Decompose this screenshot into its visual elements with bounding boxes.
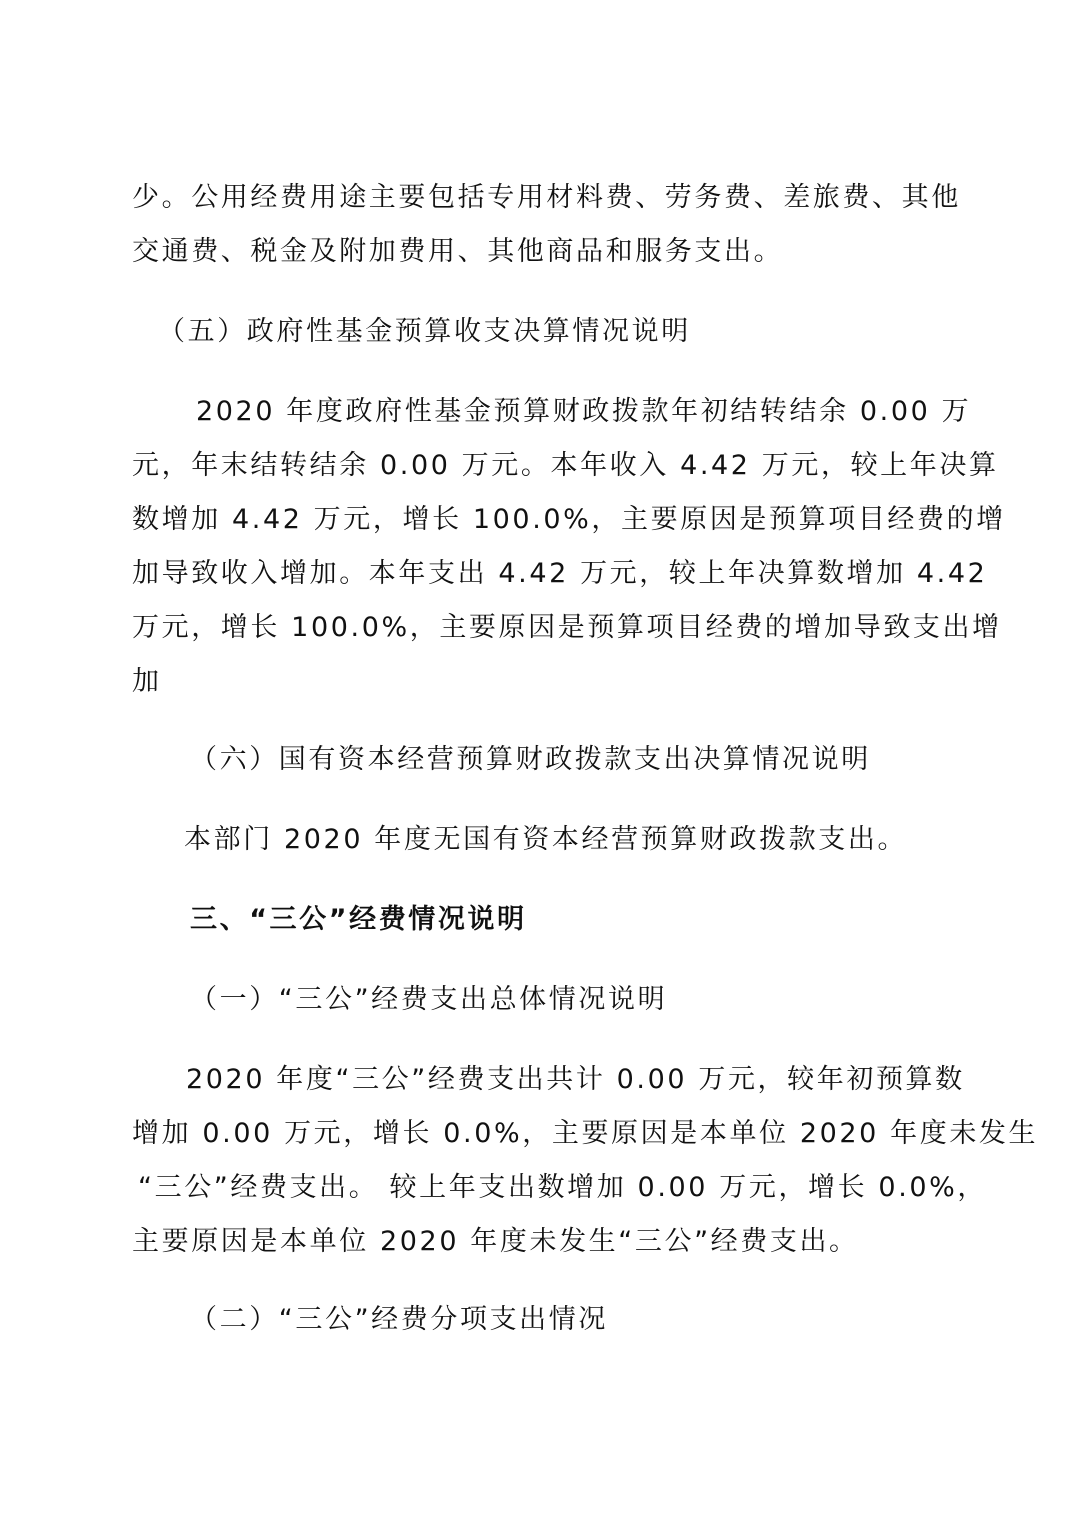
paragraph-line: 主要原因是本单位 2020 年度未发生“三公”经费支出。 [132, 1226, 859, 1257]
section-title-3: 三、“三公”经费情况说明 [190, 904, 527, 935]
paragraph-line: 加 [132, 666, 162, 697]
paragraph-line: 2020 年度政府性基金预算财政拨款年初结转结余 0.00 万 [196, 396, 972, 427]
subsection-heading-1: （一）“三公”经费支出总体情况说明 [190, 984, 668, 1015]
section-heading-5: （五）政府性基金预算收支决算情况说明 [158, 316, 691, 347]
paragraph-line: 少。公用经费用途主要包括专用材料费、劳务费、差旅费、其他 [132, 182, 961, 213]
paragraph-line: “三公”经费支出。 较上年支出数增加 0.00 万元，增长 0.0%， [138, 1172, 988, 1203]
paragraph-line: 增加 0.00 万元，增长 0.0%，主要原因是本单位 2020 年度未发生 [132, 1118, 1039, 1149]
paragraph-line: 交通费、税金及附加费用、其他商品和服务支出。 [132, 236, 784, 267]
paragraph-line: 本部门 2020 年度无国有资本经营预算财政拨款支出。 [184, 824, 908, 855]
paragraph-line: 加导致收入增加。本年支出 4.42 万元，较上年决算数增加 4.42 [132, 558, 988, 589]
paragraph-line: 万元，增长 100.0%，主要原因是预算项目经费的增加导致支出增 [132, 612, 1002, 643]
paragraph-line: 元，年末结转结余 0.00 万元。本年收入 4.42 万元，较上年决算 [132, 450, 999, 481]
section-heading-6: （六）国有资本经营预算财政拨款支出决算情况说明 [190, 744, 871, 775]
paragraph-line: 2020 年度“三公”经费支出共计 0.00 万元，较年初预算数 [186, 1064, 965, 1095]
subsection-heading-2: （二）“三公”经费分项支出情况 [190, 1304, 608, 1335]
paragraph-line: 数增加 4.42 万元，增长 100.0%，主要原因是预算项目经费的增 [132, 504, 1006, 535]
